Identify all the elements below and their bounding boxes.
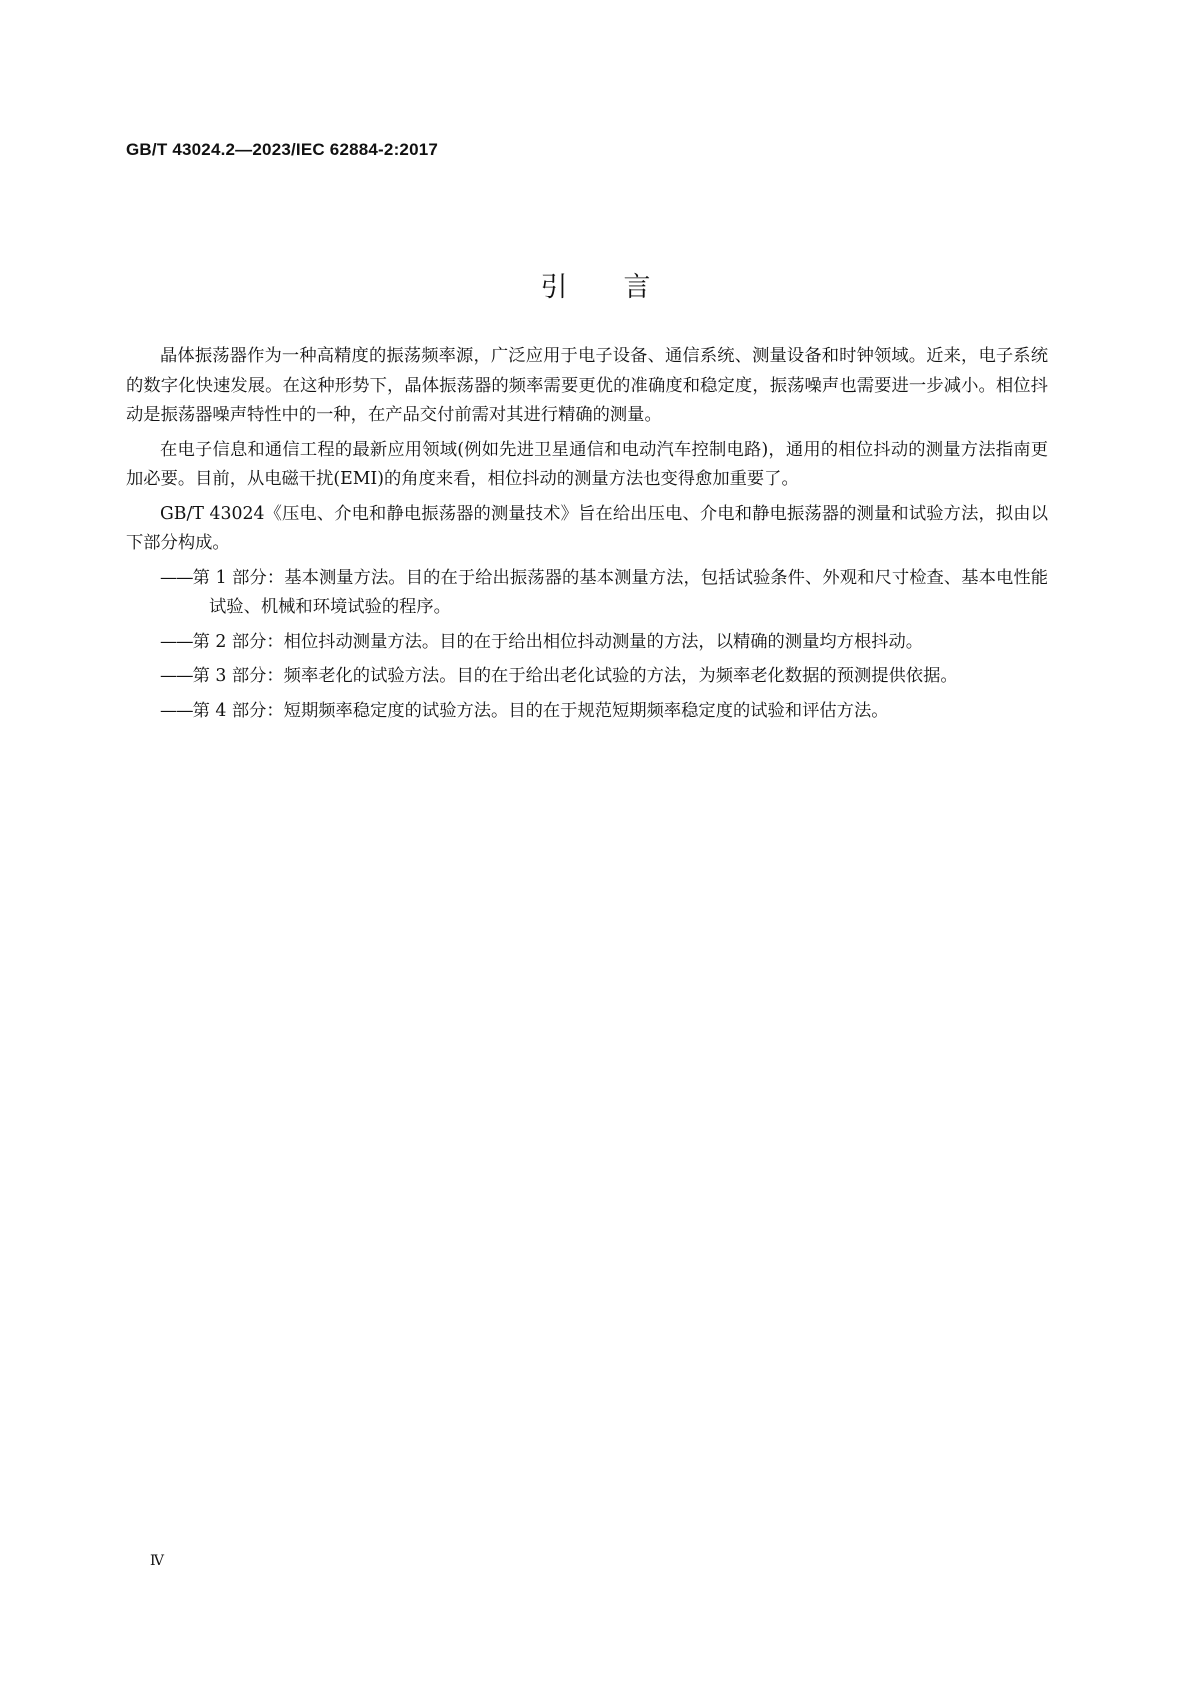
list-item-text: 第 4 部分：短期频率稳定度的试验方法。目的在于规范短期频率稳定度的试验和评估方法。 <box>192 700 889 721</box>
page-header <box>126 140 438 160</box>
standard-code: GB/T 43024.2—2023/IEC 62884-2:2017 <box>126 140 439 159</box>
list-dash: —— <box>160 631 193 652</box>
document-body <box>126 342 1048 731</box>
page-number: Ⅳ <box>150 1553 164 1569</box>
paragraph-applications: 在电子信息和通信工程的最新应用领域(例如先进卫星通信和电动汽车控制电路)，通用的相位抖动的测量方法指南更加必要。目前，从电磁干扰(EMI)的角度来看，相位抖动的测量方法也变得愈加重要了。 <box>126 439 1048 489</box>
paragraph-intro: 晶体振荡器作为一种高精度的振荡频率源，广泛应用于电子设备、通信系统、测量设备和时钟领域。近来，电子系统的数字化快速发展。在这种形势下，晶体振荡器的频率需要更优的准确度和稳定度，振荡噪声也需要进一步减小。相位抖动是振荡器噪声特性中的一种，在产品交付前需对其进行精确的测量。 <box>126 346 1048 425</box>
list-dash: —— <box>160 666 193 686</box>
paragraph-series: GB/T 43024《压电、介电和静电振荡器的测量技术》旨在给出压电、介电和静电振荡器的测量和试验方法，拟由以下部分构成。 <box>126 503 1048 553</box>
list-item-text: 第 2 部分：相位抖动测量方法。目的在于给出相位抖动测量的方法，以精确的测量均方根抖动。 <box>192 631 924 652</box>
list-item-text: 第 1 部分：基本测量方法。目的在于给出振荡器的基本测量方法，包括试验条件、外观和尺寸检查、基本电性能试验、机械和环境试验的程序。 <box>192 567 1048 617</box>
list-item <box>126 662 1048 692</box>
page-title: 引言 <box>540 272 707 304</box>
parts-list <box>126 564 1048 727</box>
list-item <box>126 564 1048 623</box>
list-item-text: 第 3 部分：频率老化的试验方法。目的在于给出老化试验的方法，为频率老化数据的预测提供依据。 <box>192 666 958 686</box>
list-dash: —— <box>160 700 193 721</box>
list-item <box>126 697 1048 727</box>
list-dash: —— <box>160 567 193 588</box>
list-item <box>126 628 1048 658</box>
